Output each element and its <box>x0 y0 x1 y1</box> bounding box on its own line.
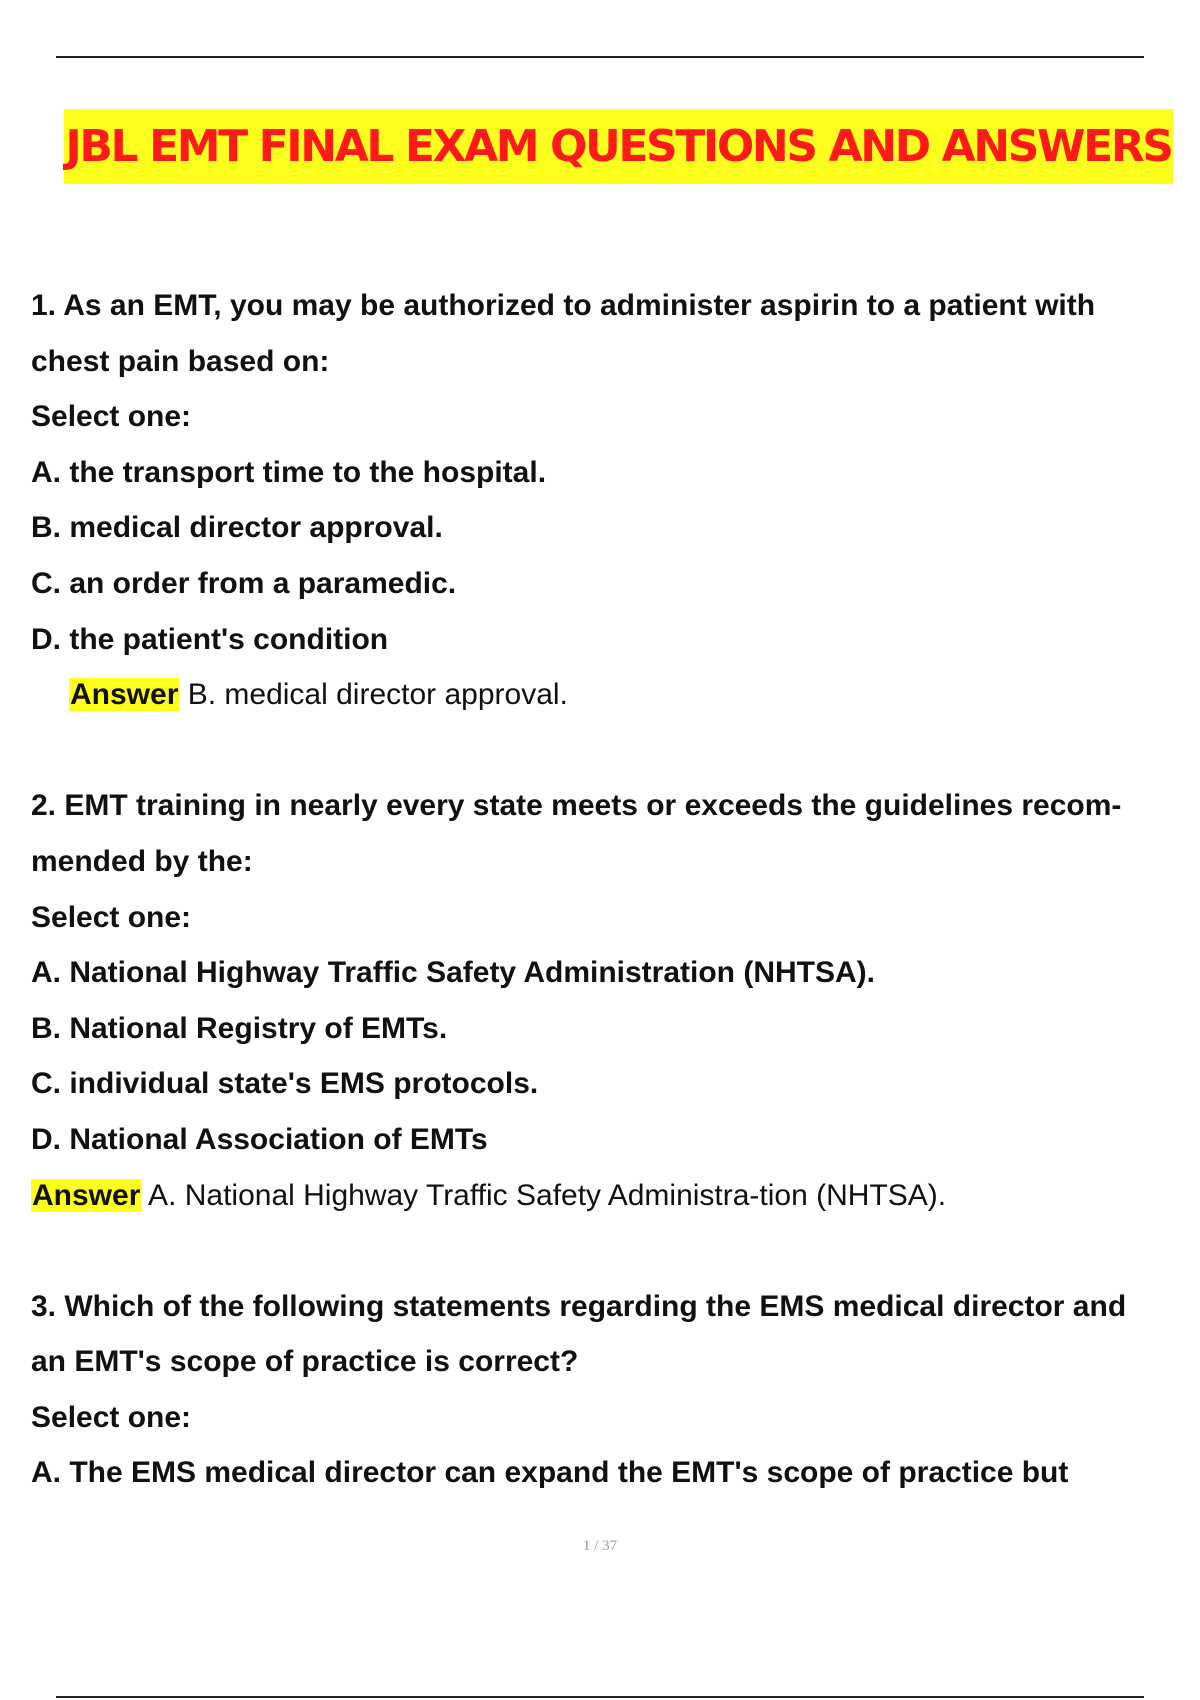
option-d: D. the patient's condition <box>31 622 389 656</box>
option-c: C. an order from a paramedic. <box>31 566 457 600</box>
question-2 <box>31 782 1191 1227</box>
bottom-rule <box>56 1696 1144 1698</box>
spacer <box>31 1227 1191 1283</box>
top-rule <box>56 56 1144 58</box>
question-text-line: an EMT's scope of practice is correct? <box>31 1345 579 1379</box>
option-a: A. the transport time to the hospital. <box>31 455 547 489</box>
select-one-label: Select one: <box>31 1400 192 1434</box>
answer-label: Answer <box>32 1178 141 1212</box>
option-c: C. individual state's EMS protocols. <box>31 1067 539 1101</box>
option-b: B. medical director approval. <box>31 511 443 545</box>
spacer <box>31 727 1191 783</box>
document-body <box>31 282 1191 1505</box>
question-1 <box>31 282 1191 727</box>
option-a: A. The EMS medical director can expand the EMT's scope of practice but <box>31 1456 1069 1490</box>
answer-line <box>31 671 1191 727</box>
question-text-line: 2. EMT training in nearly every state meets or exceeds the guidelines recom- <box>31 789 1122 823</box>
answer-line <box>31 1172 1191 1228</box>
question-3 <box>31 1283 1191 1505</box>
title-highlight <box>64 109 1173 184</box>
question-text-line: 1. As an EMT, you may be authorized to administer aspirin to a patient with <box>31 289 1096 322</box>
option-d: D. National Association of EMTs <box>31 1122 488 1156</box>
page-number: 1 / 37 <box>582 1538 618 1554</box>
document-title: JBL EMT FINAL EXAM QUESTIONS AND ANSWERS <box>65 121 1172 172</box>
answer-text: A. National Highway Traffic Safety Administra-tion (NHTSA). <box>141 1178 947 1212</box>
select-one-label: Select one: <box>31 900 192 934</box>
answer-label: Answer <box>70 678 179 712</box>
option-a: A. National Highway Traffic Safety Administration (NHTSA). <box>31 956 875 990</box>
question-text-line: chest pain based on: <box>31 344 330 378</box>
option-b: B. National Registry of EMTs. <box>31 1011 448 1045</box>
question-text-line: 3. Which of the following statements regarding the EMS medical director and <box>31 1289 1127 1323</box>
select-one-label: Select one: <box>31 400 192 434</box>
question-text-line: mended by the: <box>31 844 253 878</box>
answer-text: B. medical director approval. <box>179 678 568 712</box>
